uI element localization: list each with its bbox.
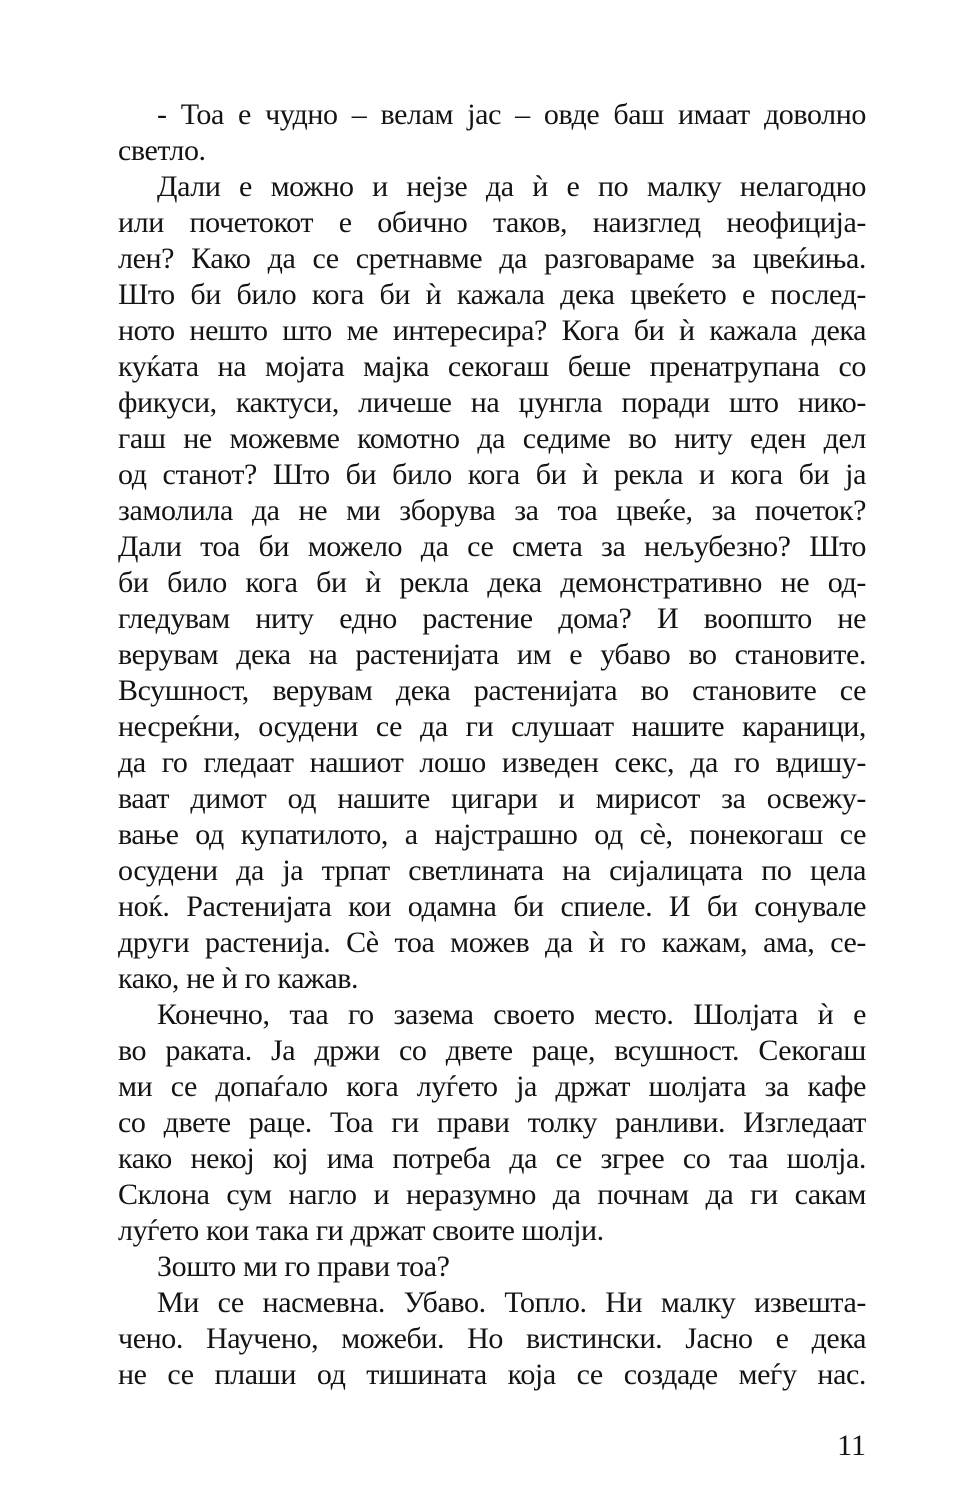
text-line: светло. xyxy=(118,134,206,167)
text-line: други растенија. Сѐ тоа можев да ѝ го кажам, ама, се- xyxy=(118,926,866,959)
text-block xyxy=(118,97,866,1393)
text-line: Ми се насмевна. Убаво. Топло. Ни малку извешта- xyxy=(157,1286,866,1319)
text-line: би било кога би ѝ рекла дека демонстративно не од- xyxy=(118,566,866,599)
text-line: Всушност, верувам дека растенијата во становите се xyxy=(118,674,866,707)
paragraph xyxy=(118,1285,866,1393)
text-line: Дали е можно и нејзе да ѝ е по малку нелагодно xyxy=(157,170,866,203)
paragraph xyxy=(118,997,866,1249)
text-line: несреќни, осудени се да ги слушаат нашите караници, xyxy=(118,710,866,743)
text-line: Што би било кога би ѝ кажала дека цвеќето е послед- xyxy=(118,278,866,311)
text-line: од станот? Што би било кога би ѝ рекла и кога би ја xyxy=(118,458,866,491)
text-line: - Тоа е чудно – велам јас – овде баш имаат доволно xyxy=(157,98,866,131)
text-line: луѓето кои така ги држат своите шолји. xyxy=(118,1214,604,1247)
text-line: ми се допаѓало кога луѓето ја држат шолјата за кафе xyxy=(118,1070,866,1103)
text-line: ноќ. Растенијата кои одамна би спиеле. И би сонувале xyxy=(118,890,866,923)
text-line: Конечно, таа го зазема своето место. Шолјата ѝ е xyxy=(157,998,866,1031)
text-line: фикуси, кактуси, личеше на џунгла поради што нико- xyxy=(118,386,866,419)
text-line: гаш не можевме комотно да седиме во ниту еден дел xyxy=(118,422,866,455)
text-line: гледувам ниту едно растение дома? И воопшто не xyxy=(118,602,866,635)
text-line: верувам дека на растенијата им е убаво во становите. xyxy=(118,638,866,671)
text-line: ното нешто што ме интересира? Кога би ѝ кажала дека xyxy=(118,314,866,347)
text-line: куќата на мојата мајка секогаш беше пренатрупана со xyxy=(118,350,866,383)
text-line: осудени да ја трпат светлината на сијалицата по цела xyxy=(118,854,866,887)
text-line: со двете раце. Тоа ги прави толку ранливи. Изгледаат xyxy=(118,1106,866,1139)
text-line: да го гледаат нашиот лошо изведен секс, да го вдишу- xyxy=(118,746,866,779)
text-line: или почетокот е обично таков, наизглед неофиција- xyxy=(118,206,866,239)
text-line: како некој кој има потреба да се згрее со таа шолја. xyxy=(118,1142,866,1175)
text-line: Зошто ми го прави тоа? xyxy=(157,1250,450,1283)
text-line: замолила да не ми зборува за тоа цвеќе, за почеток? xyxy=(118,494,866,527)
text-line: ваат димот од нашите цигари и мирисот за освежу- xyxy=(118,782,866,815)
paragraph xyxy=(118,1249,866,1285)
paragraph xyxy=(118,97,866,169)
text-line: вање од купатилото, а најстрашно од сѐ, понекогаш се xyxy=(118,818,866,851)
text-line: Склона сум нагло и неразумно да почнам да ги сакам xyxy=(118,1178,866,1211)
text-line: како, не ѝ го кажав. xyxy=(118,962,359,995)
text-line: во раката. Ја држи со двете раце, всушност. Секогаш xyxy=(118,1034,866,1067)
paragraph xyxy=(118,169,866,997)
text-line: лен? Како да се сретнавме да разговараме за цвеќиња. xyxy=(118,242,866,275)
page-number: 11 xyxy=(837,1429,866,1462)
text-line: не се плаши од тишината која се создаде меѓу нас. xyxy=(118,1358,866,1391)
text-line: Дали тоа би можело да се смета за нељубезно? Што xyxy=(118,530,866,563)
text-line: чено. Научено, можеби. Но вистински. Јасно е дека xyxy=(118,1322,866,1355)
